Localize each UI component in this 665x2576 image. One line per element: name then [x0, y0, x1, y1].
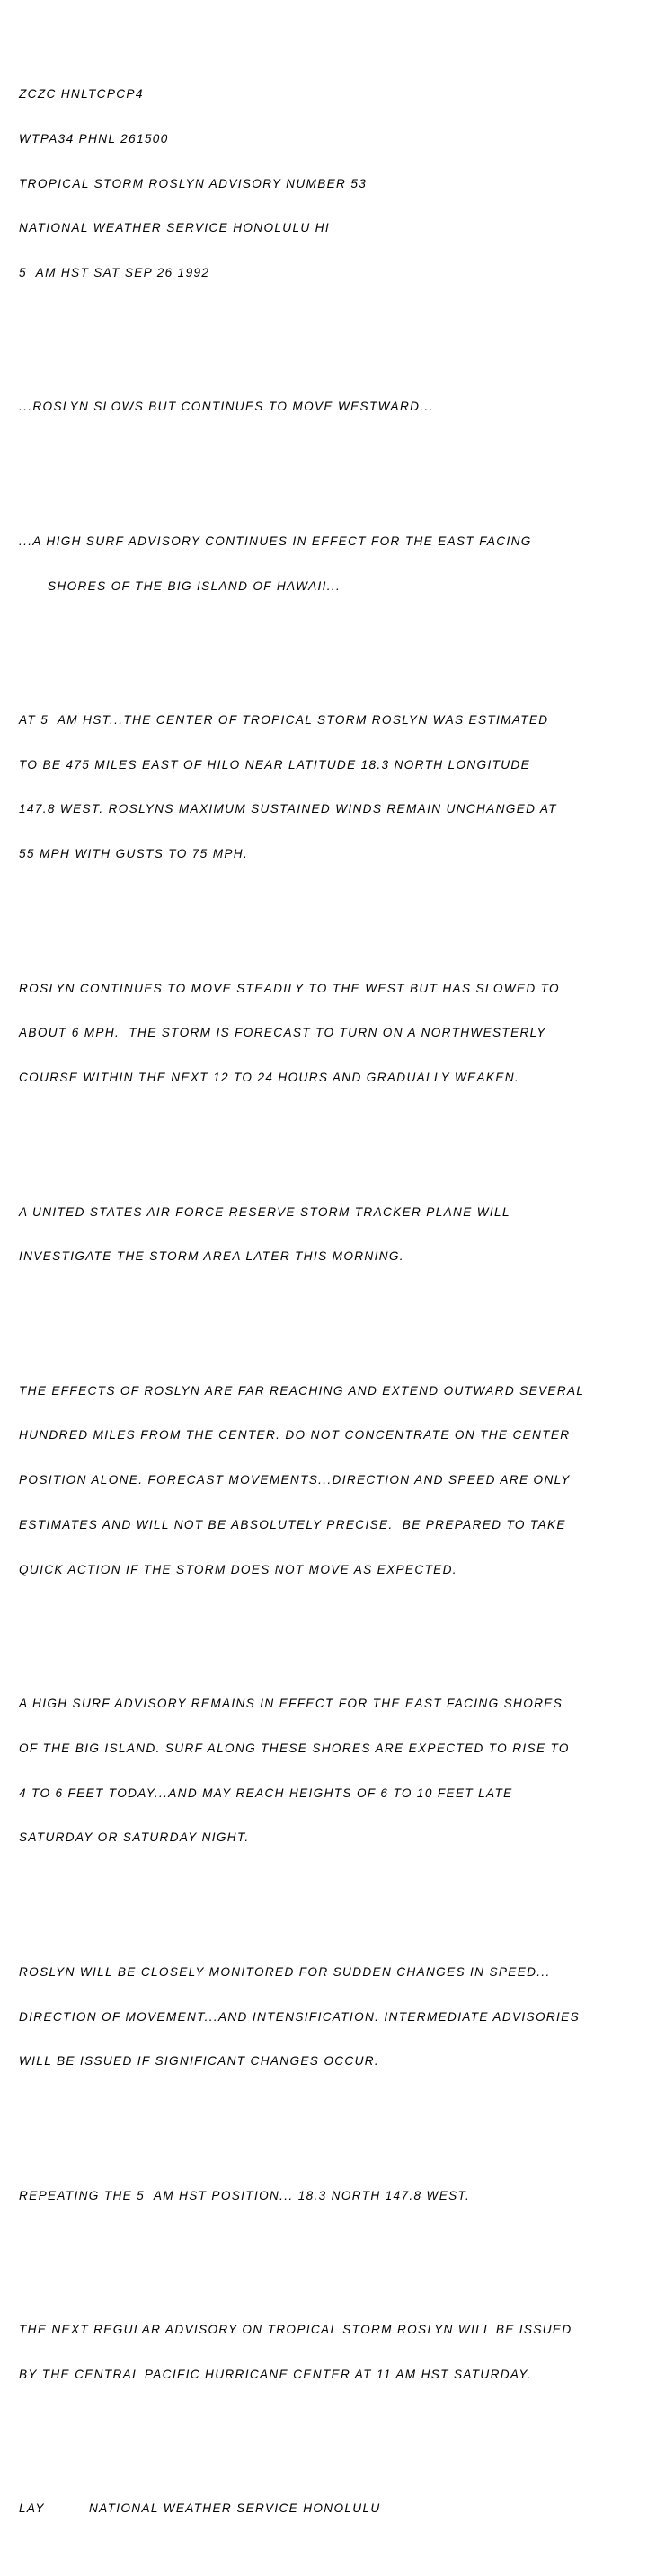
- paragraph-line: SATURDAY OR SATURDAY NIGHT.: [19, 1831, 250, 1845]
- signoff-line: [19, 2501, 661, 2517]
- header-line-title: TROPICAL STORM ROSLYN ADVISORY NUMBER 53: [19, 176, 368, 190]
- headline-text: ...ROSLYN SLOWS BUT CONTINUES TO MOVE WESTWARD...: [19, 400, 434, 414]
- header-line-office: NATIONAL WEATHER SERVICE HONOLULU HI: [19, 221, 330, 235]
- surf-headline: [19, 505, 661, 624]
- signoff: [19, 2472, 661, 2546]
- paragraph-line: 55 MPH WITH GUSTS TO 75 MPH.: [19, 847, 249, 861]
- paragraph-line: ROSLYN CONTINUES TO MOVE STEADILY TO THE WEST BUT HAS SLOWED TO: [19, 981, 560, 995]
- paragraph-line: AT 5 AM HST...THE CENTER OF TROPICAL STORM ROSLYN WAS ESTIMATED: [19, 712, 549, 727]
- paragraph-effects: [19, 1354, 661, 1607]
- paragraph-line: INVESTIGATE THE STORM AREA LATER THIS MORNING.: [19, 1249, 404, 1264]
- surf-headline-line: SHORES OF THE BIG ISLAND OF HAWAII...: [48, 578, 341, 593]
- header-line-issue-time: 5 AM HST SAT SEP 26 1992: [19, 266, 210, 280]
- paragraph-line: A UNITED STATES AIR FORCE RESERVE STORM TRACKER PLANE WILL: [19, 1204, 510, 1219]
- paragraph-line: ABOUT 6 MPH. THE STORM IS FORECAST TO TURN ON A NORTHWESTERLY: [19, 1026, 546, 1040]
- paragraph-line: ROSLYN WILL BE CLOSELY MONITORED FOR SUDDEN CHANGES IN SPEED...: [19, 1964, 551, 1979]
- signoff-office: NATIONAL WEATHER SERVICE HONOLULU: [89, 2501, 381, 2516]
- paragraph-position: [19, 684, 661, 892]
- paragraph-repeat-position: [19, 2159, 661, 2234]
- paragraph-line: ESTIMATES AND WILL NOT BE ABSOLUTELY PRECISE. BE PREPARED TO TAKE: [19, 1517, 566, 1531]
- paragraph-line: OF THE BIG ISLAND. SURF ALONG THESE SHORES ARE EXPECTED TO RISE TO: [19, 1741, 570, 1755]
- header-line-wmo-code: ZCZC HNLTCPCP4: [19, 86, 144, 101]
- paragraph-line: BY THE CENTRAL PACIFIC HURRICANE CENTER AT 11 AM HST SATURDAY.: [19, 2367, 532, 2381]
- paragraph-recon: [19, 1175, 661, 1294]
- paragraph-monitoring: [19, 1936, 661, 2100]
- paragraph-line: A HIGH SURF ADVISORY REMAINS IN EFFECT FOR THE EAST FACING SHORES: [19, 1697, 563, 1711]
- paragraph-line: THE EFFECTS OF ROSLYN ARE FAR REACHING AND EXTEND OUTWARD SEVERAL: [19, 1383, 585, 1398]
- paragraph-line: THE NEXT REGULAR ADVISORY ON TROPICAL STORM ROSLYN WILL BE ISSUED: [19, 2323, 572, 2337]
- advisory-document: [19, 13, 661, 2576]
- paragraph-next-advisory: [19, 2293, 661, 2413]
- paragraph-line: REPEATING THE 5 AM HST POSITION... 18.3 NORTH 147.8 WEST.: [19, 2188, 471, 2202]
- forecaster-code: LAY: [19, 2501, 45, 2516]
- paragraph-line: HUNDRED MILES FROM THE CENTER. DO NOT CONCENTRATE ON THE CENTER: [19, 1428, 571, 1442]
- advisory-header: [19, 57, 661, 311]
- paragraph-surf: [19, 1667, 661, 1875]
- paragraph-line: POSITION ALONE. FORECAST MOVEMENTS...DIRECTION AND SPEED ARE ONLY: [19, 1473, 571, 1487]
- surf-headline-line: ...A HIGH SURF ADVISORY CONTINUES IN EFFECT FOR THE EAST FACING: [19, 534, 532, 548]
- paragraph-line: WILL BE ISSUED IF SIGNIFICANT CHANGES OCCUR.: [19, 2054, 380, 2069]
- paragraph-line: DIRECTION OF MOVEMENT...AND INTENSIFICATION. INTERMEDIATE ADVISORIES: [19, 2009, 581, 2024]
- paragraph-line: COURSE WITHIN THE NEXT 12 TO 24 HOURS AND GRADUALLY WEAKEN.: [19, 1071, 520, 1085]
- paragraph-line: 4 TO 6 FEET TODAY...AND MAY REACH HEIGHTS OF 6 TO 10 FEET LATE: [19, 1786, 513, 1800]
- headline: [19, 370, 661, 445]
- paragraph-movement: [19, 951, 661, 1116]
- paragraph-line: TO BE 475 MILES EAST OF HILO NEAR LATITUDE 18.3 NORTH LONGITUDE: [19, 757, 531, 772]
- paragraph-line: QUICK ACTION IF THE STORM DOES NOT MOVE AS EXPECTED.: [19, 1562, 457, 1576]
- paragraph-line: 147.8 WEST. ROSLYNS MAXIMUM SUSTAINED WINDS REMAIN UNCHANGED AT: [19, 802, 557, 816]
- header-line-product-id: WTPA34 PHNL 261500: [19, 131, 169, 146]
